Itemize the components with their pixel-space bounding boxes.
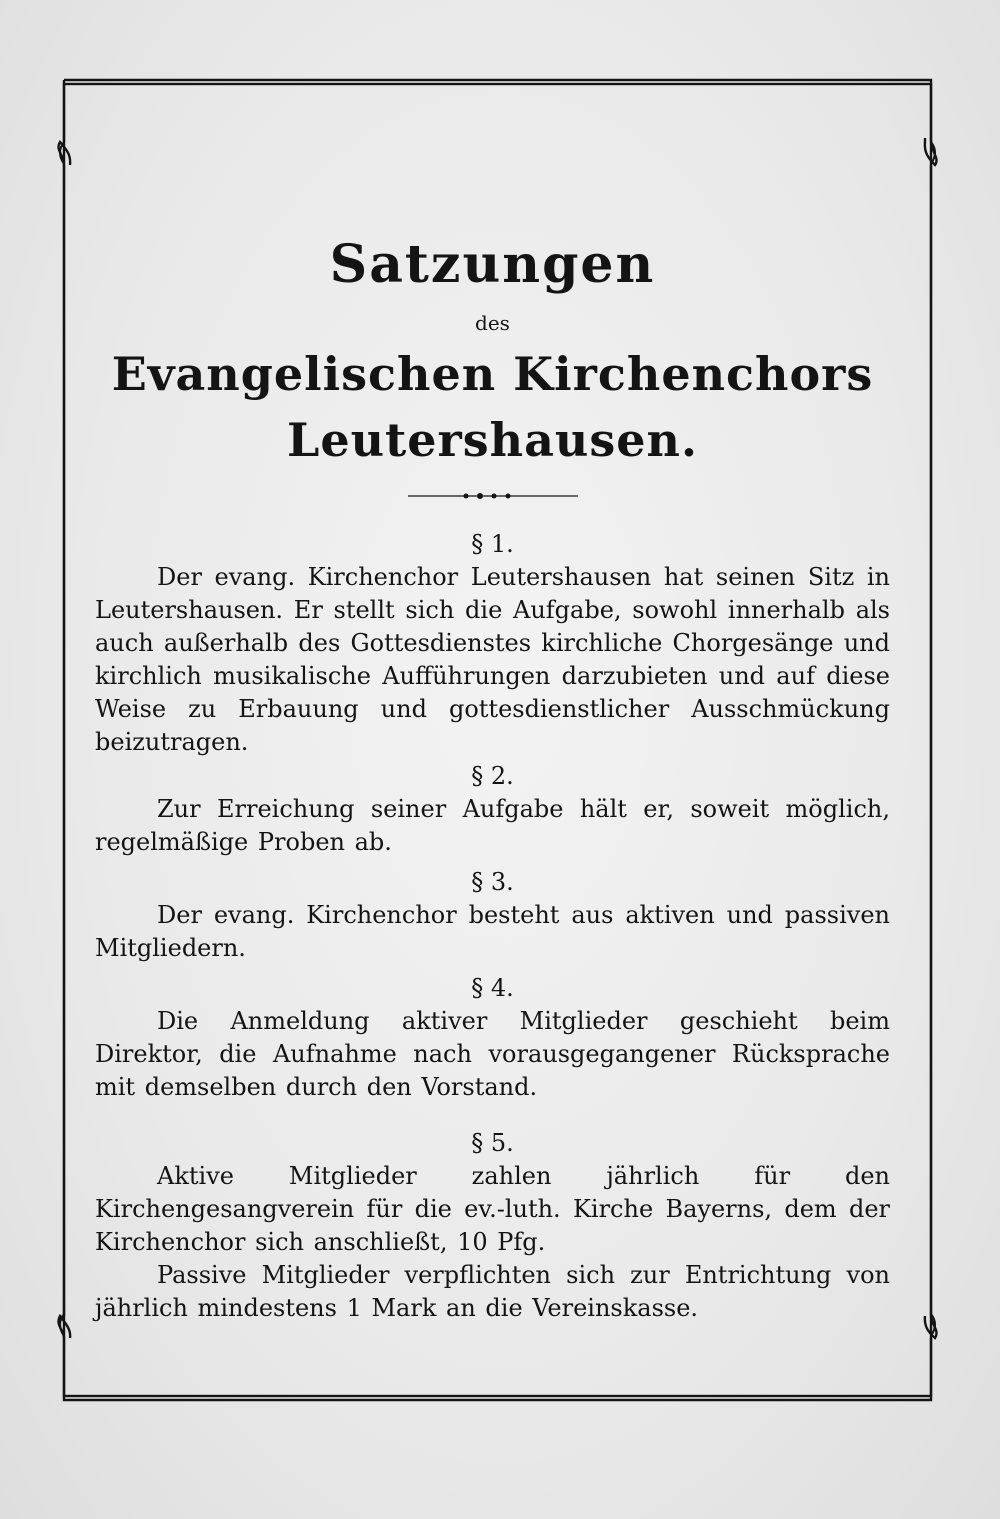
divider-dot-4 [505, 494, 510, 499]
section-paragraph: Zur Erreichung seiner Aufgabe hält er, soweit möglich, regelmäßige Proben ab. [95, 795, 890, 856]
section-paragraph: Die Anmeldung aktiver Mitglieder geschieht beim Direktor, die Aufnahme nach vorausgegangener Rücksprache mit demselben durch den Vorstand. [95, 1007, 890, 1101]
title-block [95, 225, 890, 473]
section-paragraph: Der evang. Kirchenchor besteht aus aktiven und passiven Mitgliedern. [95, 901, 890, 962]
title-connector: des [475, 311, 510, 335]
subtitle-line-1: Evangelischen Kirchenchors [111, 347, 874, 401]
section-paragraph: Aktive Mitglieder zahlen jährlich für den Kirchengesangverein für die ev.-luth. Kirche Bayerns, dem der Kirchenchor sich anschließt, 10 Pfg. [95, 1162, 890, 1256]
section-3 [95, 865, 890, 965]
section-4 [95, 971, 890, 1104]
subtitle-line-2: Leutershausen. [286, 413, 699, 467]
section-heading: § 5. [471, 1129, 514, 1157]
section-heading: § 3. [471, 868, 514, 896]
document-body [95, 225, 890, 1325]
section-heading: § 2. [471, 762, 514, 790]
page-title: Satzungen [329, 234, 656, 295]
section-2 [95, 759, 890, 859]
section-5 [95, 1126, 890, 1325]
divider-dot-2 [477, 493, 483, 499]
section-heading: § 4. [471, 974, 514, 1002]
divider-dot-3 [491, 494, 496, 499]
ornamental-divider [408, 491, 578, 501]
section-paragraph: Passive Mitglieder verpflichten sich zur Entrichtung von jährlich mindestens 1 Mark an die Vereinskasse. [95, 1261, 890, 1322]
section-1 [95, 527, 890, 759]
section-heading: § 1. [471, 530, 514, 558]
section-paragraph: Der evang. Kirchenchor Leutershausen hat seinen Sitz in Leutershausen. Er stellt sich die Aufgabe, sowohl innerhalb als auch außerhalb des Gottesdienstes kirchliche Chorgesänge und kirchlich musikalische Aufführungen darzubieten und auf diese Weise zu Erbauung und gottesdienstlicher Ausschmückung beizutragen. [95, 563, 890, 756]
divider-dot-1 [463, 494, 468, 499]
